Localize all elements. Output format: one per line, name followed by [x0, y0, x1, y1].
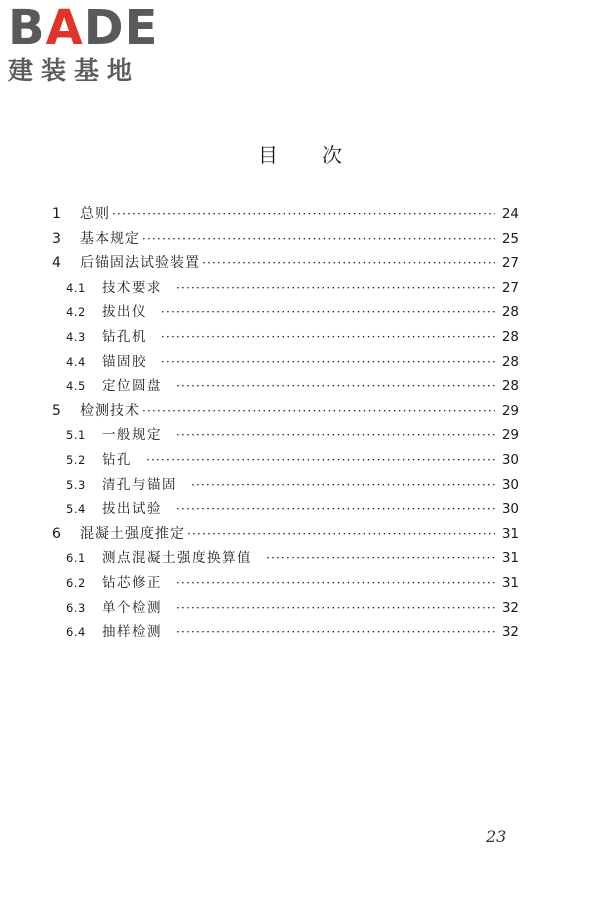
toc-entry-page: 28 — [501, 378, 519, 395]
toc-entry-4-1[interactable] — [48, 276, 519, 301]
toc-entry-title: 定位圆盘 — [102, 378, 162, 395]
toc-dot-leader — [176, 497, 495, 522]
toc-entry-number: 4.3 — [66, 329, 86, 344]
toc-entry-5-4[interactable] — [48, 497, 519, 522]
toc-entry-number: 4.4 — [66, 354, 86, 369]
toc-entry-page: 24 — [501, 206, 519, 222]
toc-entry-number: 5 — [52, 402, 61, 419]
toc-entry-page: 31 — [501, 574, 519, 591]
toc-entry-6-4[interactable] — [48, 620, 519, 645]
toc-entry-3[interactable] — [48, 227, 519, 252]
toc-dot-leader — [176, 374, 495, 399]
toc-entry-page: 29 — [501, 402, 519, 419]
toc-dot-leader — [142, 227, 495, 252]
toc-entry-number: 6.2 — [66, 575, 86, 590]
toc-entry-4-3[interactable] — [48, 325, 519, 350]
toc-entry-number: 6.4 — [66, 625, 86, 640]
toc-entry-5-2[interactable] — [48, 448, 519, 473]
logo-accent-letter: A — [45, 0, 84, 56]
toc-entry-title: 一般规定 — [102, 427, 162, 444]
toc-entry-number: 5.3 — [66, 477, 86, 492]
toc-entry-4-5[interactable] — [48, 374, 519, 399]
toc-entry-title: 钻孔 — [102, 451, 132, 468]
toc-entry-5-1[interactable] — [48, 423, 519, 448]
toc-entry-page: 30 — [501, 476, 519, 493]
toc-title: 目次 — [258, 143, 386, 167]
toc-entry-page: 27 — [501, 255, 519, 272]
toc-dot-leader — [161, 325, 495, 350]
toc-entry-number: 4 — [52, 255, 61, 272]
toc-entry-number: 6.1 — [66, 551, 86, 566]
logo-subtitle: 建装基地 — [8, 56, 141, 85]
toc-entry-number: 3 — [52, 230, 61, 247]
page-number: 23 — [486, 827, 507, 846]
toc-entry-number: 5.1 — [66, 428, 86, 443]
toc-entry-title: 混凝土强度推定 — [80, 525, 185, 542]
toc-dot-leader — [187, 522, 495, 547]
toc-entry-number: 5.2 — [66, 452, 86, 467]
toc-entry-6-2[interactable] — [48, 571, 519, 596]
toc-entry-title: 抽样检测 — [102, 624, 162, 641]
toc-entry-title: 后锚固法试验装置 — [80, 255, 200, 272]
toc-entry-page: 30 — [501, 501, 519, 518]
bade-logo — [8, 0, 176, 86]
toc-entry-5[interactable] — [48, 399, 519, 424]
toc-entry-title: 检测技术 — [80, 402, 140, 419]
toc-dot-leader — [176, 571, 495, 596]
toc-entry-page: 30 — [501, 451, 519, 468]
toc-entry-title: 拔出仪 — [102, 304, 147, 321]
toc-dot-leader — [176, 620, 495, 645]
toc-entry-title: 总则 — [80, 206, 110, 222]
toc-entry-page: 28 — [501, 304, 519, 321]
toc-entry-number: 5.4 — [66, 502, 86, 517]
toc-dot-leader — [191, 473, 495, 498]
toc-dot-leader — [161, 300, 495, 325]
toc-entry-6-3[interactable] — [48, 596, 519, 621]
toc-entry-title: 清孔与锚固 — [102, 476, 177, 493]
toc-entry-title: 单个检测 — [102, 599, 162, 616]
toc-dot-leader — [142, 399, 495, 424]
toc-entry-number: 4.5 — [66, 379, 86, 394]
toc-entry-page: 28 — [501, 328, 519, 345]
toc-entry-5-3[interactable] — [48, 473, 519, 498]
toc-entry-4-4[interactable] — [48, 350, 519, 375]
table-of-contents — [48, 202, 519, 645]
toc-dot-leader — [161, 350, 495, 375]
toc-entry-4-2[interactable] — [48, 300, 519, 325]
toc-entry-title: 钻孔机 — [102, 328, 147, 345]
toc-dot-leader — [176, 276, 495, 301]
toc-entry-number: 4.2 — [66, 305, 86, 320]
toc-entry-number: 6 — [52, 525, 61, 542]
toc-dot-leader — [176, 596, 495, 621]
toc-entry-page: 28 — [501, 353, 519, 370]
toc-entry-6[interactable] — [48, 522, 519, 547]
toc-entry-page: 32 — [501, 599, 519, 616]
toc-entry-page: 29 — [501, 427, 519, 444]
toc-entry-title: 测点混凝土强度换算值 — [102, 550, 252, 567]
logo-wordmark: BADE — [8, 0, 159, 56]
toc-entry-1[interactable] — [48, 202, 519, 227]
toc-entry-number: 1 — [52, 206, 61, 222]
toc-entry-page: 25 — [501, 230, 519, 247]
toc-entry-6-1[interactable] — [48, 546, 519, 571]
toc-dot-leader — [112, 202, 495, 227]
toc-entry-number: 4.1 — [66, 280, 86, 295]
toc-entry-4[interactable] — [48, 251, 519, 276]
toc-dot-leader — [266, 546, 495, 571]
toc-entry-title: 技术要求 — [102, 279, 162, 296]
toc-dot-leader — [146, 448, 495, 473]
toc-entry-title: 钻芯修正 — [102, 574, 162, 591]
toc-entry-title: 锚固胶 — [102, 353, 147, 370]
toc-dot-leader — [202, 251, 495, 276]
toc-entry-number: 6.3 — [66, 600, 86, 615]
toc-entry-title: 拔出试验 — [102, 501, 162, 518]
toc-dot-leader — [176, 423, 495, 448]
toc-entry-page: 31 — [501, 550, 519, 567]
toc-entry-page: 27 — [501, 279, 519, 296]
toc-entry-page: 31 — [501, 525, 519, 542]
toc-entry-page: 32 — [501, 624, 519, 641]
toc-entry-title: 基本规定 — [80, 230, 140, 247]
